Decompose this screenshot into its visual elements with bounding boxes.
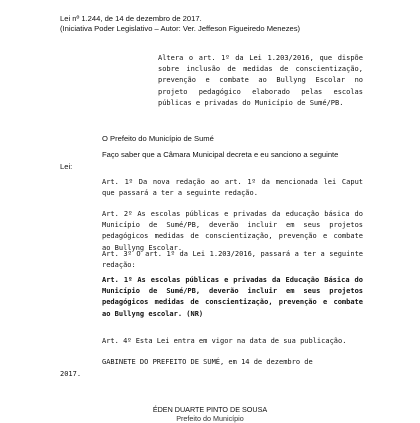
article-4 <box>60 336 363 347</box>
quoted-article-1-text: Art. 1º As escolas públicas e privadas da Educação Básica do Município de Sumé/PB, deverão incluir em seus projetos pedagógicos medidas de conscientização, prevenção e combate ao Bullyng escolar. (NR) <box>102 276 363 318</box>
law-initiative: (Iniciativa Poder Legislativo – Autor: Ver. Jeffeson Figueiredo Menezes) <box>60 24 301 33</box>
article-3 <box>60 249 363 271</box>
law-ementa: Altera o art. 1º da Lei 1.203/2016, que dispõe sobre inclusão de medidas de conscientização, prevenção e combate ao Bullyng Escolar no projeto pedagógico elaborado pelas escolas públicas e privadas do Município de Sumé/PB. <box>158 54 363 107</box>
article-3-text: Art. 3º O art. 1º da Lei 1.203/2016, passará a ter a seguinte redação: <box>102 250 363 270</box>
article-1-text: Art. 1º Da nova redação ao art. 1º da mencionada lei Caput que passará a ter a seguinte redação. <box>102 178 363 198</box>
article-2-text: Art. 2º As escolas públicas e privadas da educação básica do Município de Sumé/PB, deverão incluir em seus projetos pedagógicos medidas de conscientização, prevenção e combate ao Bullyng Escolar. <box>102 210 363 252</box>
decree-line: Faço saber que a Câmara Municipal decreta e eu sanciono a seguinte <box>102 150 339 159</box>
mayor-line: O Prefeito do Município de Sumé <box>102 134 214 143</box>
article-2 <box>60 209 363 254</box>
decree-line-continuation: Lei: <box>60 162 73 171</box>
quoted-article-1 <box>60 275 363 320</box>
signer-name: ÉDEN DUARTE PINTO DE SOUSA <box>152 405 268 414</box>
law-number: Lei nº 1.244, de 14 de dezembro de 2017. <box>60 14 202 23</box>
gabinete-line-continuation: 2017. <box>60 370 82 378</box>
article-1 <box>60 177 363 199</box>
article-4-text: Art. 4º Esta Lei entra em vigor na data de sua publicação. <box>102 337 347 345</box>
signer-role: Prefeito do Município <box>176 414 244 423</box>
gabinete-line: GABINETE DO PREFEITO DE SUMÉ, em 14 de dezembro de <box>102 358 313 366</box>
